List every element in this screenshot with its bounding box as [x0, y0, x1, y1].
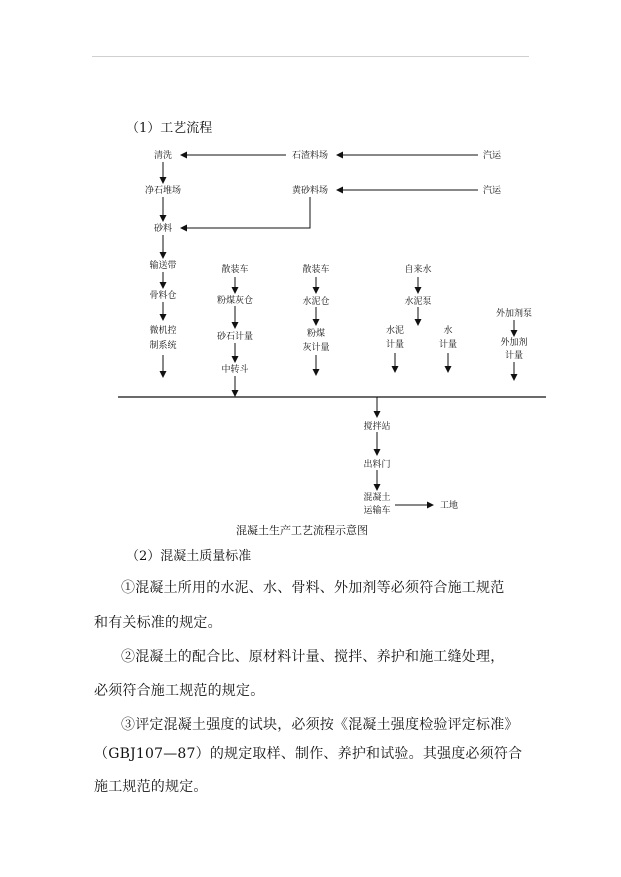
section-title-process: （1）工艺流程 — [126, 121, 213, 136]
node-bulk1: 散装车 — [221, 265, 249, 275]
paragraph-line-3: ②混凝土的配合比、原材料计量、搅拌、养护和施工缝处理， — [121, 649, 505, 665]
paragraph-line-4: 必须符合施工规范的规定。 — [94, 683, 265, 699]
node-additive-measure-2: 计量 — [504, 351, 524, 361]
node-bulk2: 散装车 — [302, 265, 330, 275]
paragraph-line-2: 和有关标准的规定。 — [94, 615, 222, 631]
node-mc-line2: 制系统 — [149, 341, 177, 351]
flowchart-caption: 混凝土生产工艺流程示意图 — [236, 524, 368, 537]
node-stone-yard: 石渣料场 — [291, 151, 329, 161]
paragraph-line-6: （GBJ107—87）的规定取样、制作、养护和试验。其强度必须符合 — [94, 746, 523, 762]
node-cement-measure-2: 计量 — [385, 340, 405, 350]
node-conveyor: 输送带 — [149, 261, 177, 271]
node-clean-stone: 净石堆场 — [144, 186, 182, 196]
node-truck2: 汽运 — [482, 186, 502, 196]
node-site: 工地 — [439, 501, 459, 511]
node-sand-yard: 黄砂料场 — [291, 186, 329, 196]
node-transfer: 中转斗 — [221, 365, 249, 375]
node-mixer-1: 混凝土 — [363, 493, 391, 503]
node-water-measure-1: 水 — [443, 326, 453, 336]
node-mixer-2: 运输车 — [363, 506, 391, 516]
node-additive-pump: 外加剂泵 — [495, 309, 533, 319]
node-cement-bin: 水泥仓 — [302, 297, 330, 307]
node-cement-pump: 水泥泵 — [404, 297, 432, 307]
node-aggregate-bin: 骨料仓 — [149, 291, 177, 301]
node-mc-line1: 微机控 — [149, 326, 177, 336]
node-wash: 清洗 — [153, 151, 173, 161]
node-outlet: 出料门 — [363, 460, 391, 470]
node-sand-measure: 砂石计量 — [216, 332, 254, 342]
node-cement-measure-1: 水泥 — [385, 326, 405, 336]
node-sand-stone: 砂料 — [153, 224, 173, 234]
node-flyash-measure-2: 灰计量 — [302, 343, 330, 353]
paragraph-line-7: 施工规范的规定。 — [94, 779, 208, 795]
section-title-quality: （2）混凝土质量标准 — [126, 549, 252, 564]
node-water-measure-2: 计量 — [438, 340, 458, 350]
paragraph-line-1: ①混凝土所用的水泥、水、骨料、外加剂等必须符合施工规范 — [121, 580, 505, 596]
paragraph-line-5: ③评定混凝土强度的试块，必须按《混凝土强度检验评定标准》 — [121, 717, 519, 733]
node-tap-water: 自来水 — [404, 265, 432, 275]
node-flyash-bin: 粉煤灰仓 — [216, 296, 254, 306]
arrow-sand-yard-to-sand — [181, 197, 310, 228]
node-mix-station: 搅拌站 — [363, 422, 391, 432]
node-truck1: 汽运 — [482, 151, 502, 161]
node-flyash-measure-1: 粉煤 — [306, 329, 326, 339]
node-additive-measure-1: 外加剂 — [500, 338, 528, 348]
